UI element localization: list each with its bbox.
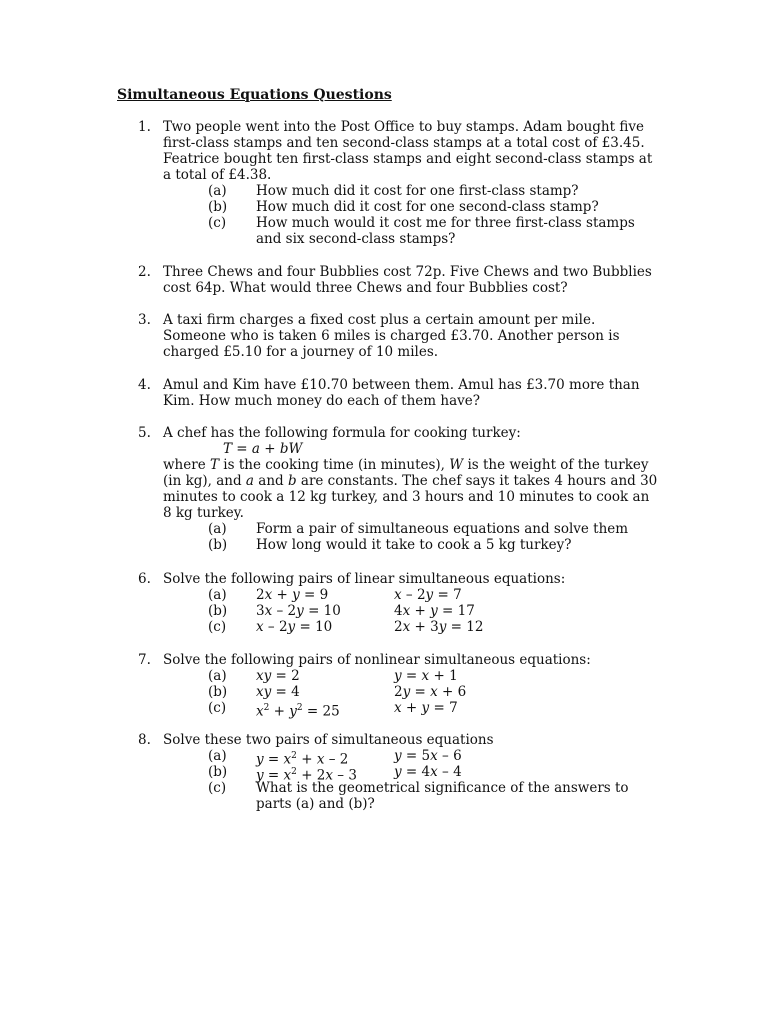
question-text: Two people went into the Post Office to buy stamps. Adam bought five first-class stamps and ten second-class stamps at a total cost of £3.45. Featrice bought ten first-class stamps and eight second-class stamps at a total of £4.38.	[163, 119, 653, 183]
question-number: 1.	[138, 119, 151, 135]
question-part	[138, 183, 658, 199]
equation: $y = x^2 + x - 2$	[256, 751, 349, 768]
equation: y = x + 1	[394, 668, 458, 684]
question-3	[138, 312, 658, 360]
part-label: (c)	[208, 780, 227, 796]
equation: x – 2y = 7	[394, 587, 462, 603]
part-label: (b)	[208, 199, 228, 215]
equation: xy = 4	[256, 684, 300, 700]
question-number: 2.	[138, 264, 151, 280]
equation: 2x + y = 9	[256, 587, 329, 603]
question-intro: A chef has the following formula for cooking turkey:	[163, 425, 521, 441]
question-8	[138, 732, 658, 812]
question-7	[138, 652, 658, 720]
part-label: (b)	[208, 684, 228, 700]
question-number: 4.	[138, 377, 151, 393]
formula: T = a + bW	[223, 441, 303, 457]
equation: x + y = 7	[394, 700, 458, 716]
equation: x – 2y = 10	[256, 619, 333, 635]
equation: y = 5x – 6	[394, 748, 462, 764]
question-number: 6.	[138, 571, 151, 587]
question-1	[138, 119, 658, 247]
equation-pair	[138, 603, 658, 619]
equation-pair	[138, 668, 658, 684]
part-label: (c)	[208, 700, 227, 716]
question-part	[138, 537, 658, 553]
part-label: (a)	[208, 521, 227, 537]
part-text: How much would it cost me for three first-class stamps and six second-class stamps?	[256, 215, 635, 247]
question-part	[138, 199, 658, 215]
part-label: (a)	[208, 587, 227, 603]
question-part	[138, 521, 658, 537]
question-number: 7.	[138, 652, 151, 668]
equation-pair	[138, 764, 658, 784]
question-5	[138, 425, 658, 553]
equation: xy = 2	[256, 668, 300, 684]
question-number: 8.	[138, 732, 151, 748]
question-text: Solve the following pairs of nonlinear simultaneous equations:	[163, 652, 591, 668]
equation: $y = x^2 + 2x - 3$	[256, 767, 357, 784]
question-part	[138, 780, 658, 812]
page-title: Simultaneous Equations Questions	[117, 87, 392, 103]
part-label: (b)	[208, 764, 228, 780]
part-text: How much did it cost for one first-class stamp?	[256, 183, 579, 199]
part-text: What is the geometrical significance of the answers to parts (a) and (b)?	[256, 780, 629, 812]
question-2	[138, 264, 658, 296]
equation-pair	[138, 619, 658, 635]
part-label: (a)	[208, 183, 227, 199]
part-text: How much did it cost for one second-class stamp?	[256, 199, 599, 215]
part-label: (b)	[208, 603, 228, 619]
equation: 2x + 3y = 12	[394, 619, 484, 635]
question-text: Amul and Kim have £10.70 between them. Amul has £3.70 more than Kim. How much money do each of them have?	[163, 377, 640, 409]
equation: 2y = x + 6	[394, 684, 467, 700]
equation-pair	[138, 748, 658, 768]
part-label: (a)	[208, 668, 227, 684]
part-text: Form a pair of simultaneous equations and solve them	[256, 521, 629, 537]
equation-pair	[138, 587, 658, 603]
equation-pair	[138, 684, 658, 700]
question-part	[138, 215, 658, 247]
part-label: (b)	[208, 537, 228, 553]
question-text: Solve these two pairs of simultaneous equations	[163, 732, 494, 748]
part-text: How long would it take to cook a 5 kg turkey?	[256, 537, 572, 553]
equation: 3x – 2y = 10	[256, 603, 341, 619]
question-text: A taxi firm charges a fixed cost plus a certain amount per mile. Someone who is taken 6 miles is charged £3.70. Another person is charged £5.10 for a journey of 10 miles.	[163, 312, 620, 360]
part-label: (a)	[208, 748, 227, 764]
question-6	[138, 571, 658, 635]
equation: 4x + y = 17	[394, 603, 475, 619]
question-number: 5.	[138, 425, 151, 441]
equation: y = 4x – 4	[394, 764, 462, 780]
part-label: (c)	[208, 215, 227, 231]
part-label: (c)	[208, 619, 227, 635]
question-number: 3.	[138, 312, 151, 328]
question-4	[138, 377, 658, 409]
question-text: Three Chews and four Bubblies cost 72p. Five Chews and two Bubblies cost 64p. What would three Chews and four Bubblies cost?	[163, 264, 652, 296]
question-text: Solve the following pairs of linear simultaneous equations:	[163, 571, 566, 587]
equation: $x^2 + y^2 = 25$	[256, 703, 340, 720]
question-text: where T is the cooking time (in minutes), W is the weight of the turkey (in kg), and a and b are constants. The chef says it takes 4 hours and 30 minutes to cook a 12 kg turkey, and 3 hours and 10 minutes to cook an 8 kg turkey.	[163, 457, 658, 521]
equation-pair	[138, 700, 658, 720]
